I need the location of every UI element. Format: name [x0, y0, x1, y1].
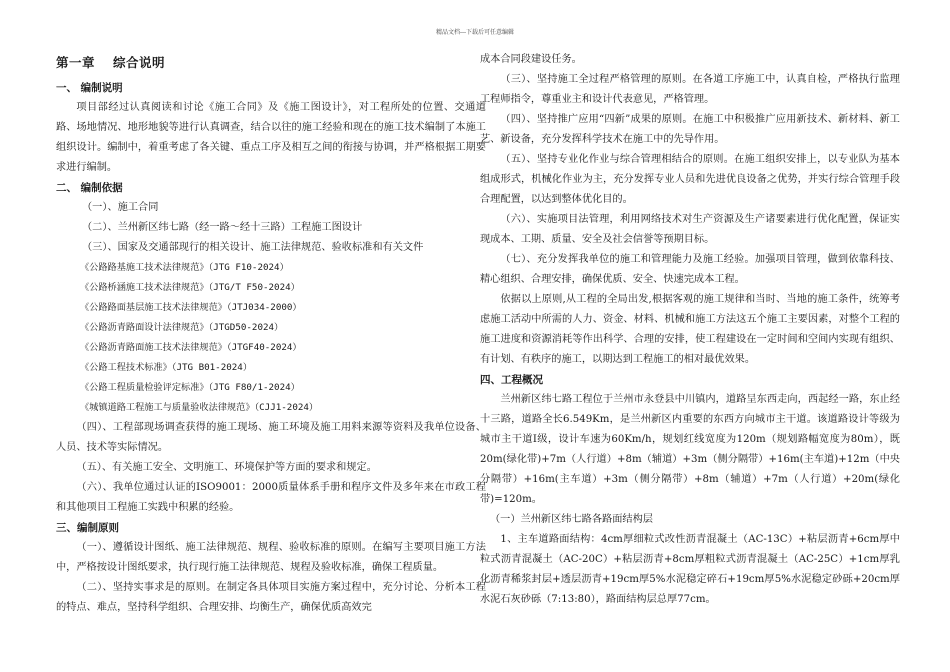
- principle-paragraph: （五）、坚持专业化作业与综合管理相结合的原则。在施工组织安排上，以专业队为基本组成形式，机械化作业为主，充分发挥专业人员和先进优良设备之优势，并实行综合管理手段合理配置，以达到整体优化目的。: [480, 154, 900, 205]
- chapter-title: [56, 50, 486, 76]
- continued-text: 成本合同段建设任务。: [480, 54, 582, 65]
- principle-paragraph: （三）、坚持施工全过程严格管理的原则。在各道工序施工中，认真自检，严格执行监理工程师指令，尊重业主和设计代表意见，严格管理。: [480, 74, 900, 105]
- paragraph-compilation-notes: 项目部经过认真阅读和讨论《施工合同》及《施工图设计》，对工程所处的位置、交通道路、场地情况、地形地貌等进行认真调查，结合以往的施工经验和现在的施工技术编制了本施工组织设计。编制中，着重考虑了各关键、重点工序及相互之间的衔接与协调，并严格根据工期要求进行编制。: [56, 102, 486, 173]
- principle-paragraph: （六）、实施项目法管理，利用网络技术对生产资源及生产诸要素进行优化配置，保证实现成本、工期、质量、安全及社会信誉等预期目标。: [480, 214, 900, 245]
- basis-item: （一）、施工合同: [82, 202, 159, 213]
- chapter-number: 第一章: [56, 55, 96, 70]
- standard-item: 《公路工程技术标准》（JTG B01-2024）: [80, 362, 253, 373]
- summary-paragraph: 依据以上原则,从工程的全局出发,根据客观的施工规律和当时、当地的施工条件，统筹考虑施工活动中所需的人力、资金、材料、机械和施工方法这五个施工主要因素，对整个工程的施工进度和资源消耗等作出科学、合理的安排，使工程建设在一定时间和空间内实现有组织、有计划、有秩序的施工，以期达到工程施工的相对最优效果。: [480, 294, 900, 365]
- overview-paragraph: 兰州新区纬七路工程位于兰州市永登县中川镇内，道路呈东西走向，西起经一路，东止经十三路，道路全长6.549Km，是兰州新区内重要的东西方向城市主干道。该道路设计等级为城市主干道Ⅰ级，设计车速为60Km/h，规划红线宽度为120m（规划路幅宽度为80m），既20m(绿化带)+7m（人行道）+8m（辅道）+3m（侧分隔带）+16m(主车道)+12m（中央分隔带）+16m(主车道）+3m（侧分隔带）+8m（辅道）+7m（人行道）+20m(绿化带)=120m。: [480, 394, 900, 505]
- standard-item: 《公路沥青路面施工技术法律规范》（JTGF40-2024）: [80, 342, 302, 353]
- basis-item: （三）、国家及交通部现行的相关设计、施工法律规范、验收标准和有关文件: [82, 242, 424, 253]
- standard-item: 《城镇道路工程施工与质量验收法律规范》（CJJ1-2024）: [80, 402, 319, 413]
- standard-item: 《公路桥涵施工技术法律规范》（JTG/T F50-2024）: [80, 282, 300, 293]
- chapter-name: 综合说明: [113, 55, 166, 70]
- subsection-heading: （一）兰州新区纬七路各路面结构层: [490, 514, 653, 525]
- right-column: [480, 50, 900, 610]
- left-column: [56, 50, 486, 618]
- standard-item: 《公路路面基层施工技术法律规范》（JTJ034-2000）: [80, 302, 302, 313]
- principle-paragraph: （四）、坚持推广应用“四新”成果的原则。在施工中积极推广应用新技术、新材料、新工艺、新设备，充分发挥科学技术在施工中的先导作用。: [480, 114, 900, 145]
- section-heading-3: 三、编制原则: [56, 522, 119, 534]
- standard-item: 《公路工程质量检验评定标准》（JTG F80/1-2024）: [80, 382, 300, 393]
- basis-item: （六）、我单位通过认证的ISO9001：2000质量体系手册和程序文件及多年来在市政工程和其他项目工程施工实践中积累的经验。: [56, 482, 486, 513]
- standard-item: 《公路沥青路面设计法律规范》（JTGD50-2024）: [80, 322, 284, 333]
- header-watermark: 精品文档---下载后可任意编辑: [435, 29, 515, 36]
- standard-item: 《公路路基施工技术法律规范》（JTG F10-2024）: [80, 262, 289, 273]
- principle-paragraph: （七）、充分发挥我单位的施工和管理能力及施工经验。加强项目管理，做到依靠科技、精心组织、合理安排，确保优质、安全、快速完成本工程。: [480, 254, 900, 285]
- section-heading-2: 二、 编制依据: [56, 182, 123, 194]
- basis-item: （四）、工程部现场调查获得的施工现场、施工环境及施工用料来源等资料及我单位设备、人员、技术等实际情况。: [56, 422, 486, 453]
- basis-item: （二）、兰州新区纬七路（经一路～经十三路）工程施工图设计: [82, 222, 363, 233]
- principle-paragraph: （一）、遵循设计图纸、施工法律规范、规程、验收标准的原则。在编写主要项目施工方法中，严格按设计图纸要求，执行现行施工法律规范、规程及验收标准，确保工程质量。: [56, 542, 486, 573]
- section-heading-1: 一、 编制说明: [56, 82, 123, 94]
- principle-paragraph: （二）、坚持实事求是的原则。在制定各具体项目实施方案过程中，充分讨论、分析本工程的特点、难点，坚持科学组织、合理安排、均衡生产，确保优质高效完: [56, 582, 486, 613]
- section-heading-4: 四、工程概况: [480, 374, 543, 386]
- basis-item: （五）、有关施工安全、文明施工、环境保护等方面的要求和规定。: [76, 462, 377, 473]
- structure-paragraph: 1、主车道路面结构：4cm厚细粒式改性沥青混凝土（AC-13C）+粘层沥青+6cm厚中粒式沥青混凝土（AC-20C）+粘层沥青+8cm厚粗粒式沥青混凝土（AC-25C）+1cm厚乳化沥青稀浆封层+透层沥青+19cm厚5%水泥稳定碎石+19cm厚5%水泥稳定砂砾+20cm厚水泥石灰砂砾（7:13:80），路面结构层总厚77cm。: [480, 534, 900, 605]
